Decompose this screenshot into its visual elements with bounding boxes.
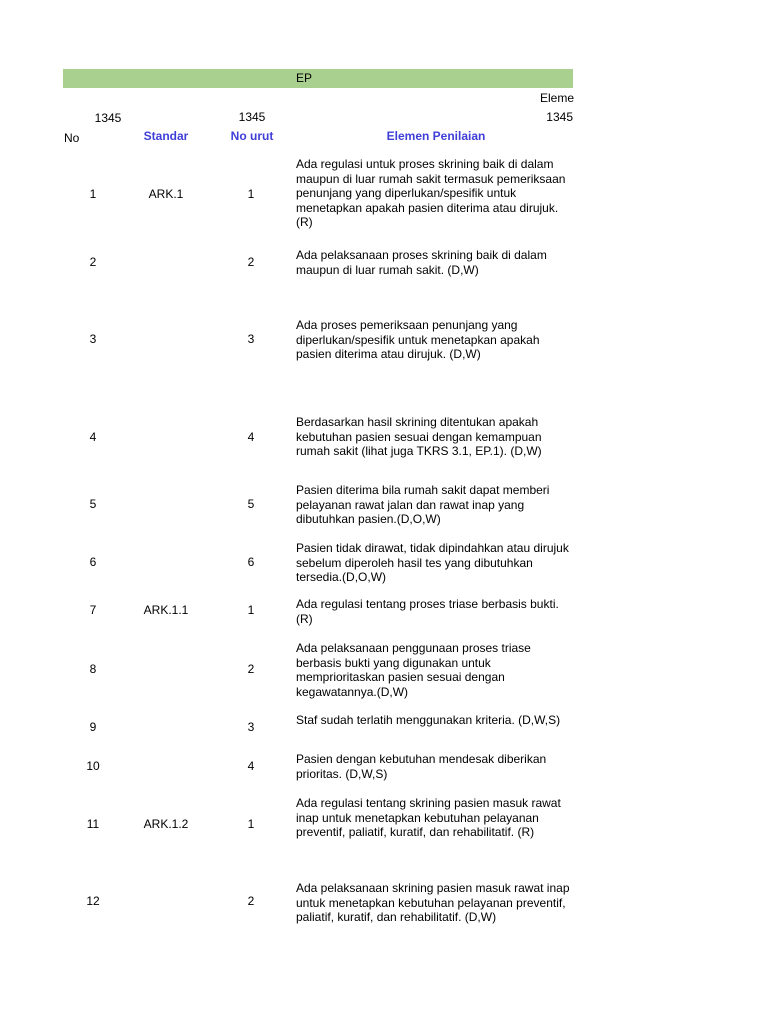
row-11-elemen: Ada regulasi tentang skrining pasien masuk rawat inap untuk menetapkan kebutuhan pelayanan preventif, paliatif, kuratif, dan rehabilitatif. (R) bbox=[296, 796, 561, 839]
row-12-no: 12 bbox=[86, 893, 100, 908]
row-2-no: 2 bbox=[89, 254, 97, 269]
row-1-elemen: Ada regulasi untuk proses skrining baik di dalam maupun di luar rumah sakit termasuk pemeriksaan penunjang yang diperlukan/spesifik untuk menetapkan apakah pasien diterima atau dirujuk. (R) bbox=[296, 157, 566, 229]
row-7-no: 7 bbox=[89, 602, 97, 617]
code-elemen: 1345 bbox=[546, 110, 573, 124]
row-7-no-urut: 1 bbox=[247, 602, 255, 617]
row-11-no-urut: 1 bbox=[247, 816, 255, 831]
row-12-elemen: Ada pelaksanaan skrining pasien masuk rawat inap untuk menetapkan kebutuhan pelayanan preventif, paliatif, kuratif, dan rehabilitatif. (D,W) bbox=[296, 881, 570, 924]
elemen-truncated-label: Eleme bbox=[539, 91, 574, 105]
code-no-urut: 1345 bbox=[238, 110, 266, 124]
row-3-no-urut: 3 bbox=[247, 331, 255, 346]
row-3-elemen: Ada proses pemeriksaan penunjang yang diperlukan/spesifik untuk menetapkan apakah pasien diterima atau dirujuk. (D,W) bbox=[296, 318, 540, 361]
ep-group-label: EP bbox=[296, 71, 313, 85]
row-4-no: 4 bbox=[89, 429, 97, 444]
row-2-elemen: Ada pelaksanaan proses skrining baik di dalam maupun di luar rumah sakit. (D,W) bbox=[296, 248, 547, 277]
row-7-elemen: Ada regulasi tentang proses triase berbasis bukti. (R) bbox=[296, 597, 559, 626]
row-11-no: 11 bbox=[86, 816, 100, 831]
row-5-no: 5 bbox=[89, 496, 97, 511]
row-9-no-urut: 3 bbox=[247, 719, 255, 734]
row-6-no: 6 bbox=[89, 554, 97, 569]
row-10-no-urut: 4 bbox=[247, 758, 255, 773]
col-header-no: No bbox=[64, 131, 80, 145]
row-2-no-urut: 2 bbox=[247, 254, 255, 269]
col-header-no-urut: No urut bbox=[230, 129, 274, 143]
row-6-no-urut: 6 bbox=[247, 554, 255, 569]
col-header-elemen-penilaian: Elemen Penilaian bbox=[386, 129, 486, 143]
row-6-elemen: Pasien tidak dirawat, tidak dipindahkan atau dirujuk sebelum diperoleh hasil tes yang dibutuhkan tersedia.(D,O,W) bbox=[296, 541, 569, 584]
row-3-no: 3 bbox=[89, 331, 97, 346]
row-7-standar: ARK.1.1 bbox=[143, 602, 189, 617]
row-10-elemen: Pasien dengan kebutuhan mendesak diberikan prioritas. (D,W,S) bbox=[296, 752, 547, 781]
row-8-elemen: Ada pelaksanaan penggunaan proses triase berbasis bukti yang digunakan untuk memprioritaskan pasien sesuai dengan kegawatannya.(D,W) bbox=[296, 641, 531, 699]
row-12-no-urut: 2 bbox=[247, 893, 255, 908]
row-5-no-urut: 5 bbox=[247, 496, 255, 511]
row-10-no: 10 bbox=[86, 758, 100, 773]
row-4-elemen: Berdasarkan hasil skrining ditentukan apakah kebutuhan pasien sesuai dengan kemampuan rumah sakit (lihat juga TKRS 3.1, EP.1). (D,W) bbox=[296, 415, 542, 458]
row-11-standar: ARK.1.2 bbox=[143, 816, 189, 831]
row-1-no: 1 bbox=[89, 186, 97, 201]
row-1-standar: ARK.1 bbox=[148, 186, 184, 201]
row-8-no-urut: 2 bbox=[247, 661, 255, 676]
row-9-no: 9 bbox=[89, 719, 97, 734]
row-1-no-urut: 1 bbox=[247, 186, 255, 201]
row-5-elemen: Pasien diterima bila rumah sakit dapat memberi pelayanan rawat jalan dan rawat inap yang dibutuhkan pasien.(D,O,W) bbox=[296, 483, 550, 526]
row-4-no-urut: 4 bbox=[247, 429, 255, 444]
ep-header-band bbox=[63, 69, 573, 88]
row-9-elemen: Staf sudah terlatih menggunakan kriteria. (D,W,S) bbox=[296, 713, 561, 727]
col-header-standar: Standar bbox=[143, 129, 189, 143]
code-no: 1345 bbox=[94, 111, 122, 125]
row-8-no: 8 bbox=[89, 661, 97, 676]
